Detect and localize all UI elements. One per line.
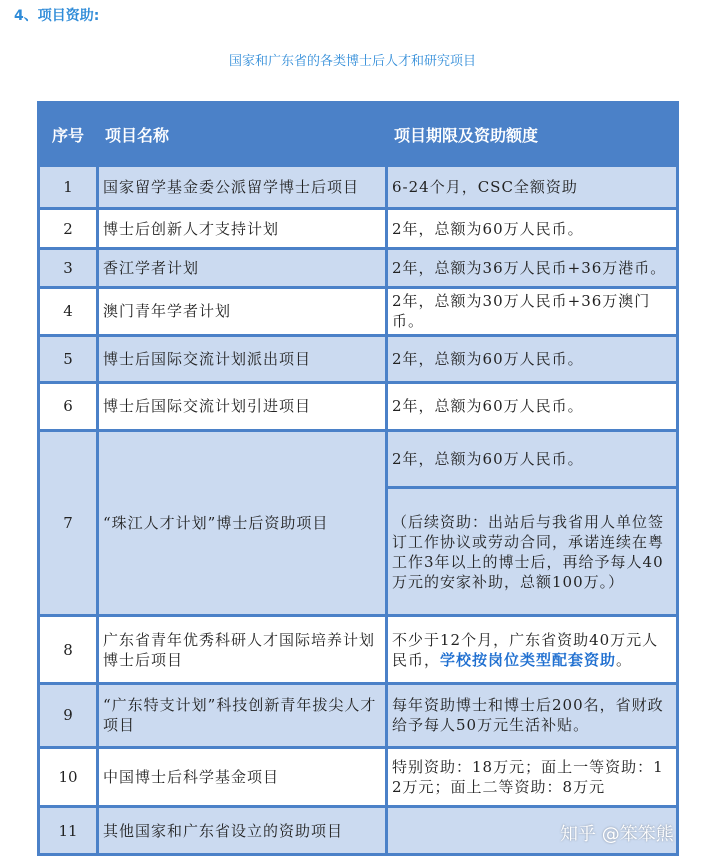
row-funding-extra: （后续资助：出站后与我省用人单位签订工作协议或劳动合同，承诺连续在粤工作3年以上的博士后，再给予每人40万元的安家补助，总额100万。） bbox=[388, 489, 676, 614]
table-row bbox=[40, 432, 676, 487]
row-name: “广东特支计划”科技创新青年拔尖人才项目 bbox=[99, 685, 385, 746]
row-funding bbox=[388, 617, 676, 682]
funding-table bbox=[37, 101, 679, 856]
table-row bbox=[40, 210, 676, 246]
row-name: 广东省青年优秀科研人才国际培养计划博士后项目 bbox=[99, 617, 385, 682]
row-funding: 6-24个月，CSC全额资助 bbox=[388, 167, 676, 207]
section-heading: 4、项目资助: bbox=[14, 8, 100, 24]
row-name: 中国博士后科学基金项目 bbox=[99, 749, 385, 806]
row-funding: 特别资助：18万元；面上一等资助：12万元；面上二等资助：8万元 bbox=[388, 749, 676, 806]
row-number: 10 bbox=[40, 749, 96, 806]
row-funding: 2年，总额为60万人民币。 bbox=[388, 210, 676, 246]
row-number: 3 bbox=[40, 250, 96, 286]
row-name: 博士后国际交流计划派出项目 bbox=[99, 337, 385, 381]
row-name: 澳门青年学者计划 bbox=[99, 289, 385, 333]
header-funding: 项目期限及资助额度 bbox=[388, 104, 676, 164]
table-row bbox=[40, 749, 676, 806]
table-row bbox=[40, 289, 676, 333]
table-caption: 国家和广东省的各类博士后人才和研究项目 bbox=[228, 54, 476, 69]
row-number: 8 bbox=[40, 617, 96, 682]
row-name: 博士后国际交流计划引进项目 bbox=[99, 384, 385, 428]
table-row bbox=[40, 685, 676, 746]
table-row bbox=[40, 617, 676, 682]
funding-text: 不少于12个月，广东省资助40万元人民币， bbox=[392, 630, 659, 669]
watermark: 知乎 @笨笨熊 bbox=[560, 824, 674, 845]
row-name: 国家留学基金委公派留学博士后项目 bbox=[99, 167, 385, 207]
table-row bbox=[40, 337, 676, 381]
header-name: 项目名称 bbox=[99, 104, 385, 164]
row-funding: 2年，总额为30万人民币+36万澳门币。 bbox=[388, 289, 676, 333]
row-funding: 2年，总额为36万人民币+36万港币。 bbox=[388, 250, 676, 286]
row-number: 11 bbox=[40, 808, 96, 853]
row-funding: 2年，总额为60万人民币。 bbox=[388, 384, 676, 428]
row-name: 博士后创新人才支持计划 bbox=[99, 210, 385, 246]
funding-highlight: 学校按岗位类型配套资助 bbox=[440, 650, 617, 669]
header-number: 序号 bbox=[40, 104, 96, 164]
row-name: 其他国家和广东省设立的资助项目 bbox=[99, 808, 385, 853]
table-row bbox=[40, 167, 676, 207]
table-row bbox=[40, 250, 676, 286]
row-funding: 2年，总额为60万人民币。 bbox=[388, 432, 676, 487]
table-header-row bbox=[40, 104, 676, 164]
row-number: 4 bbox=[40, 289, 96, 333]
row-number: 9 bbox=[40, 685, 96, 746]
row-number: 6 bbox=[40, 384, 96, 428]
row-number: 5 bbox=[40, 337, 96, 381]
funding-tail: 。 bbox=[616, 650, 633, 669]
row-number: 7 bbox=[40, 432, 96, 615]
row-funding: 2年，总额为60万人民币。 bbox=[388, 337, 676, 381]
row-name: 香江学者计划 bbox=[99, 250, 385, 286]
row-name: “珠江人才计划”博士后资助项目 bbox=[99, 432, 385, 615]
table-row bbox=[40, 384, 676, 428]
row-number: 2 bbox=[40, 210, 96, 246]
row-number: 1 bbox=[40, 167, 96, 207]
row-funding: 每年资助博士和博士后200名，省财政给予每人50万元生活补贴。 bbox=[388, 685, 676, 746]
